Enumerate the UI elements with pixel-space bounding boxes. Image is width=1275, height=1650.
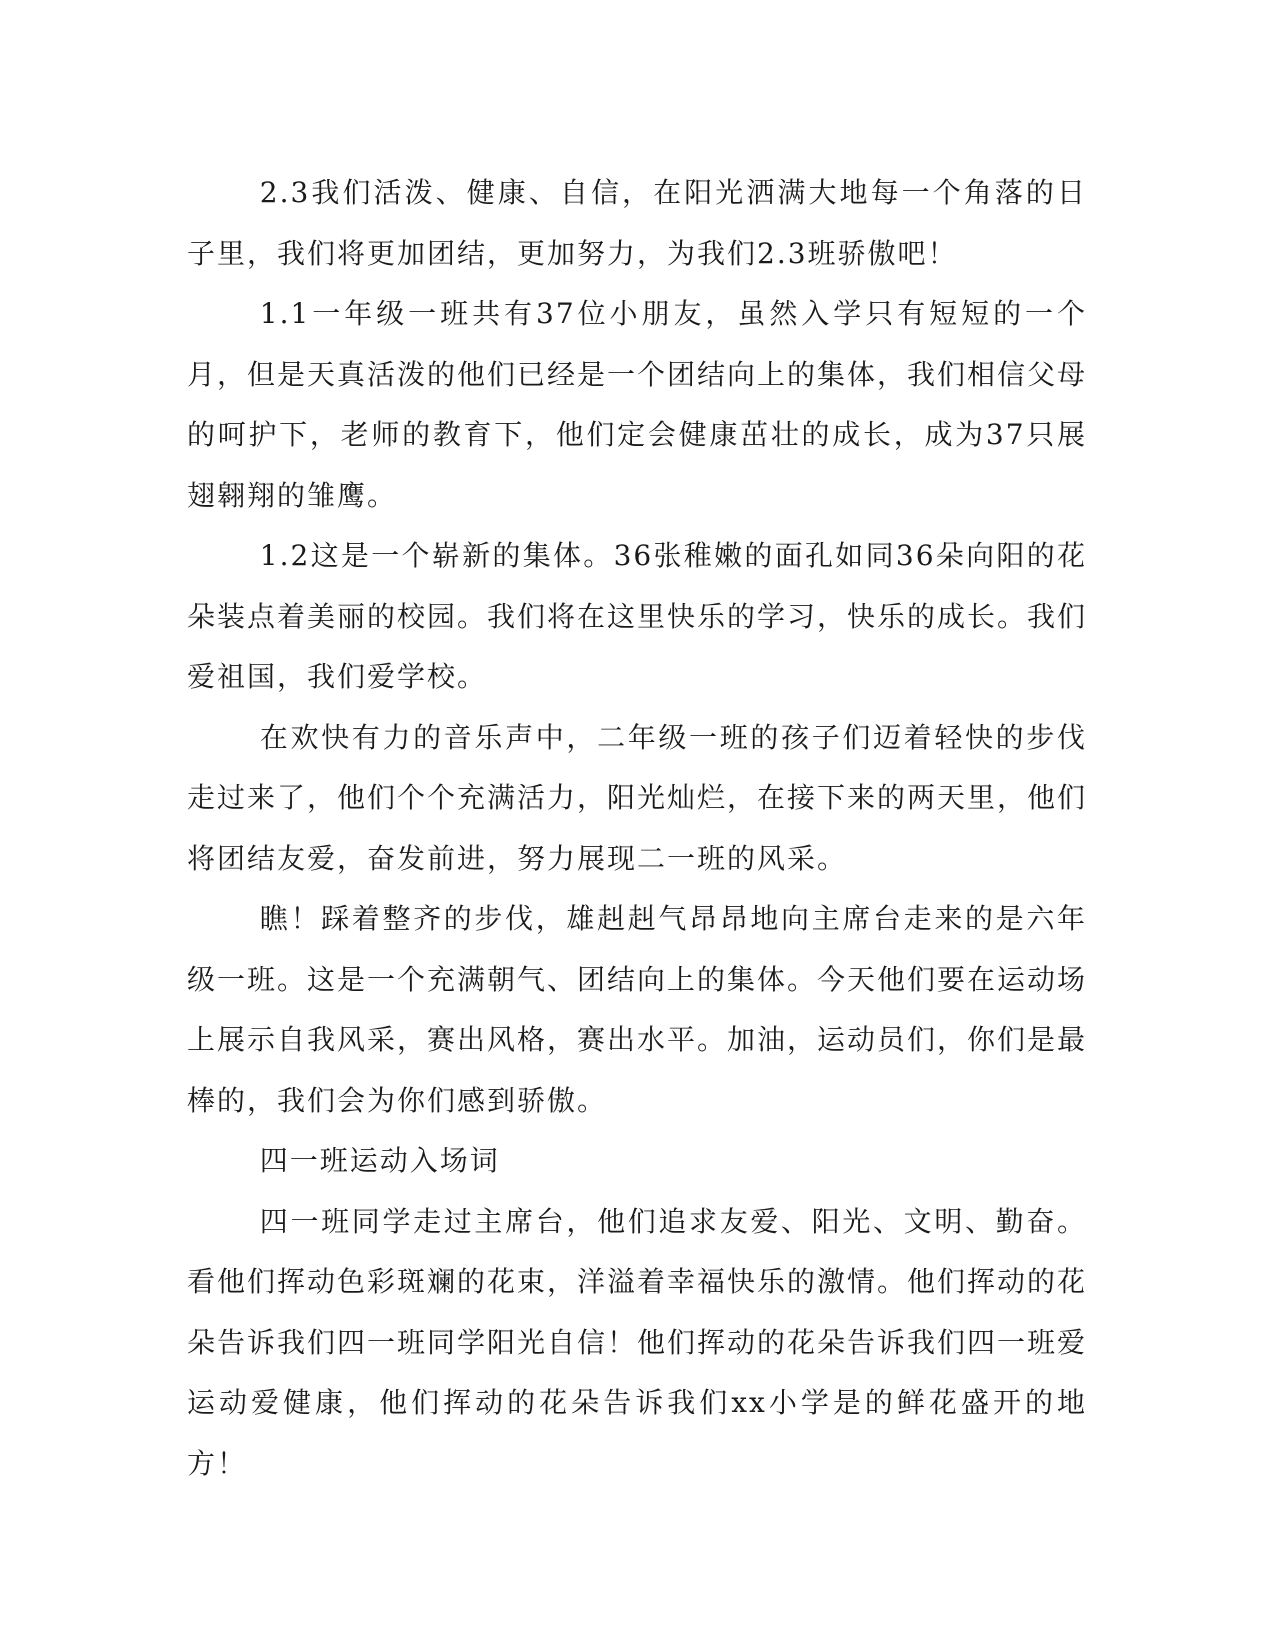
section-heading-class-4-1: 四一班运动入场词 (259, 1144, 500, 1177)
paragraph-class-2-3: 2.3我们活泼、健康、自信，在阳光洒满大地每一个角落的日子里，我们将更加团结，更加努力，为我们2.3班骄傲吧！ (187, 176, 1087, 270)
paragraph-class-6-1: 瞧！踩着整齐的步伐，雄赳赳气昂昂地向主席台走来的是六年级一班。这是一个充满朝气、团结向上的集体。今天他们要在运动场上展示自我风采，赛出风格，赛出水平。加油，运动员们，你们是最棒的，我们会为你们感到骄傲。 (187, 902, 1088, 1117)
paragraph-class-2-1: 在欢快有力的音乐声中，二年级一班的孩子们迈着轻快的步伐走过来了，他们个个充满活力，阳光灿烂，在接下来的两天里，他们将团结友爱，奋发前进，努力展现二一班的风采。 (187, 720, 1088, 875)
paragraph-class-1-2: 1.2这是一个崭新的集体。36张稚嫩的面孔如同36朵向阳的花朵装点着美丽的校园。我们将在这里快乐的学习，快乐的成长。我们爱祖国，我们爱学校。 (187, 539, 1088, 693)
paragraph-class-1-1: 1.1一年级一班共有37位小朋友，虽然入学只有短短的一个月，但是天真活泼的他们已经是一个团结向上的集体，我们相信父母的呵护下，老师的教育下，他们定会健康茁壮的成长，成为37只展翅翱翔的雏鹰。 (187, 297, 1088, 512)
document-body (187, 163, 1087, 1494)
paragraph-class-4-1: 四一班同学走过主席台，他们追求友爱、阳光、文明、勤奋。看他们挥动色彩斑斓的花束，洋溢着幸福快乐的激情。他们挥动的花朵告诉我们四一班同学阳光自信！他们挥动的花朵告诉我们四一班爱运动爱健康，他们挥动的花朵告诉我们xx小学是的鲜花盛开的地方！ (187, 1204, 1088, 1480)
